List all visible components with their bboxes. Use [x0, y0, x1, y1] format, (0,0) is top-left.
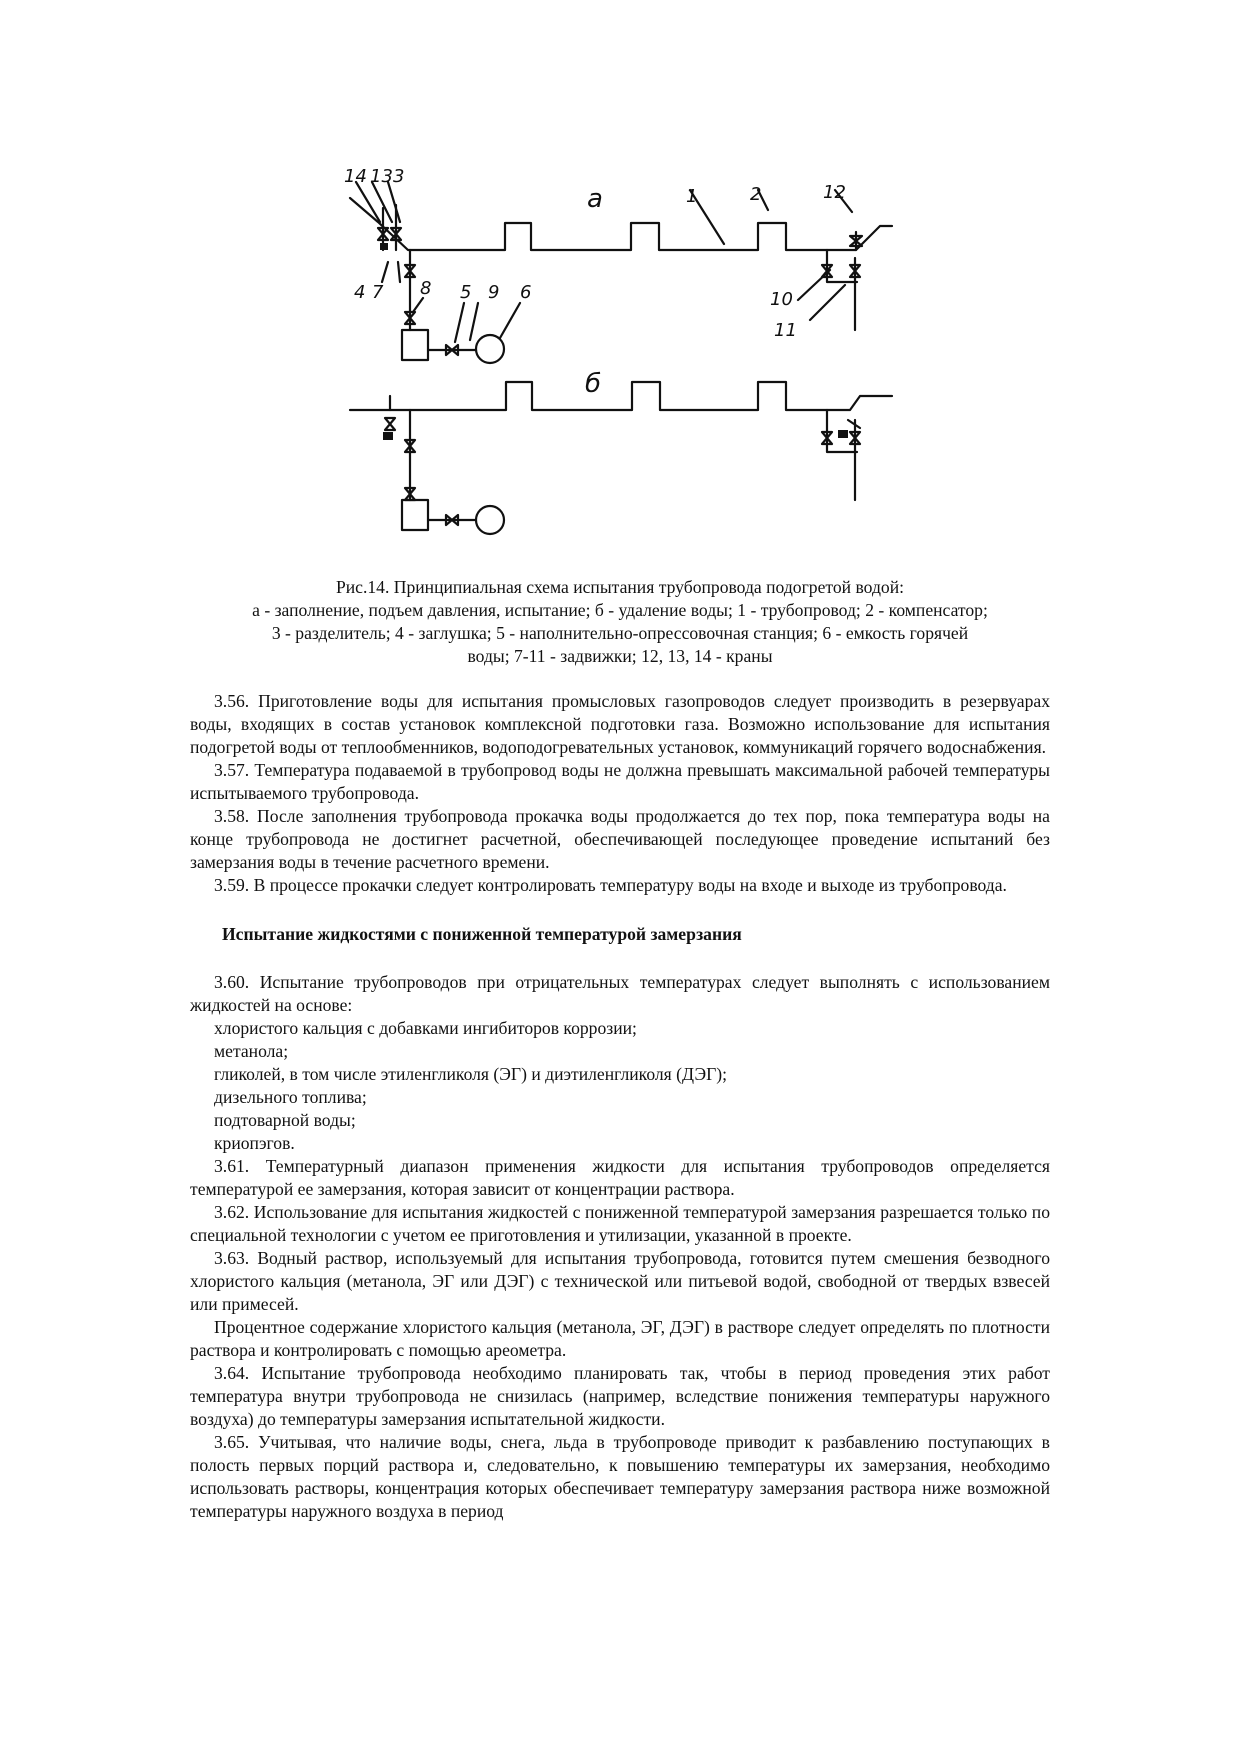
panel-a-label: а [587, 184, 603, 214]
section-heading: Испытание жидкостями с пониженной температурой замерзания [222, 924, 742, 944]
paragraph-3-63: 3.63. Водный раствор, используемый для испытания трубопровода, готовится путем смешения безводного хлористого кальция (метанола, ЭГ или ДЭГ) с технической или питьевой водой, свободной от твердых взвесей или примесей. [190, 1248, 1050, 1314]
paragraph-3-63-continued: Процентное содержание хлористого кальция (метанола, ЭГ, ДЭГ) в растворе следует определять по плотности раствора и контролировать с помощью ареометра. [190, 1317, 1050, 1360]
label-6: 6 [520, 282, 532, 303]
label-13: 13 [370, 166, 393, 187]
label-4: 4 [354, 282, 366, 303]
paragraph-3-59: 3.59. В процессе прокачки следует контролировать температуру воды на входе и выходе из трубопровода. [214, 875, 1007, 895]
label-2: 2 [750, 184, 762, 205]
caption-line-4: воды; 7-11 - задвижки; 12, 13, 14 - краны [467, 646, 773, 666]
caption-line-3: 3 - разделитель; 4 - заглушка; 5 - наполнительно-опрессовочная станция; 6 - емкость горячей [271, 623, 969, 643]
pipeline-a [350, 198, 892, 250]
paragraph-3-60: 3.60. Испытание трубопроводов при отрицательных температурах следует выполнять с использованием жидкостей на основе: [190, 972, 1050, 1015]
hot-water-tank-6 [476, 335, 504, 363]
panel-b-label: б [585, 369, 602, 399]
paragraph-3-56: 3.56. Приготовление воды для испытания промысловых газопроводов следует производить в резервуарах воды, входящих в состав установок комплексной подготовки газа. Возможно использование для испытания подогретой воды от теплообменников, водоподогревательных установок, коммуникаций горячего водоснабжения. [190, 691, 1050, 757]
list-item: дизельного топлива; [214, 1087, 367, 1107]
label-11: 11 [774, 320, 797, 341]
paragraph-3-58: 3.58. После заполнения трубопровода прокачка воды продолжается до тех пор, пока температура воды на конце трубопровода не достигнет расчетной, обеспечивающей последующее проведение испытаний без замерзания воды в течение расчетного времени. [190, 806, 1050, 872]
paragraph-3-65: 3.65. Учитывая, что наличие воды, снега, льда в трубопроводе приводит к разбавлению поступающих в полость первых порций раствора и, следовательно, к повышению температуры их замерзания, необходимо использовать растворы, концентрация которых обеспечивает температуру замерзания раствора ниже возможной температуры наружного воздуха в период [190, 1432, 1050, 1521]
document-body [190, 690, 1050, 1523]
pipeline-test-diagram [340, 160, 910, 570]
label-14: 14 [344, 166, 367, 187]
list-item: метанола; [214, 1041, 289, 1061]
paragraph-3-64: 3.64. Испытание трубопровода необходимо планировать так, чтобы в период проведения этих работ температура внутри трубопровода не снизилась (например, вследствие понижения температуры наружного воздуха) до температуры замерзания испытательной жидкости. [190, 1363, 1050, 1429]
label-10: 10 [770, 289, 793, 310]
paragraph-3-61: 3.61. Температурный диапазон применения жидкости для испытания трубопроводов определяется температурой ее замерзания, которая зависит от концентрации раствора. [190, 1156, 1050, 1199]
list-item: криопэгов. [214, 1133, 295, 1153]
label-12: 12 [823, 182, 846, 203]
list-item: хлористого кальция с добавками ингибиторов коррозии; [214, 1018, 637, 1038]
tank-b [476, 506, 504, 534]
caption-line-2: а - заполнение, подъем давления, испытание; б - удаление воды; 1 - трубопровод; 2 - компенсатор; [252, 600, 988, 620]
pipeline-b [350, 382, 892, 410]
paragraph-3-57: 3.57. Температура подаваемой в трубопровод воды не должна превышать максимальной рабочей температуры испытываемого трубопровода. [190, 760, 1050, 803]
list-item: гликолей, в том числе этиленгликоля (ЭГ) и диэтиленгликоля (ДЭГ); [214, 1064, 727, 1084]
paragraph-3-62: 3.62. Использование для испытания жидкостей с пониженной температурой замерзания разрешается только по специальной технологии с учетом ее приготовления и утилизации, указанной в проекте. [190, 1202, 1050, 1245]
label-3: 3 [393, 166, 405, 187]
label-1: 1 [686, 186, 698, 207]
label-5: 5 [460, 282, 472, 303]
caption-line-1: Рис.14. Принципиальная схема испытания трубопровода подогретой водой: [335, 577, 905, 597]
list-item: подтоварной воды; [214, 1110, 356, 1130]
figure-caption [190, 576, 1050, 668]
station-5 [402, 330, 428, 360]
station-b [402, 500, 428, 530]
label-7: 7 [372, 282, 384, 303]
label-9: 9 [488, 282, 500, 303]
label-8: 8 [420, 278, 432, 299]
